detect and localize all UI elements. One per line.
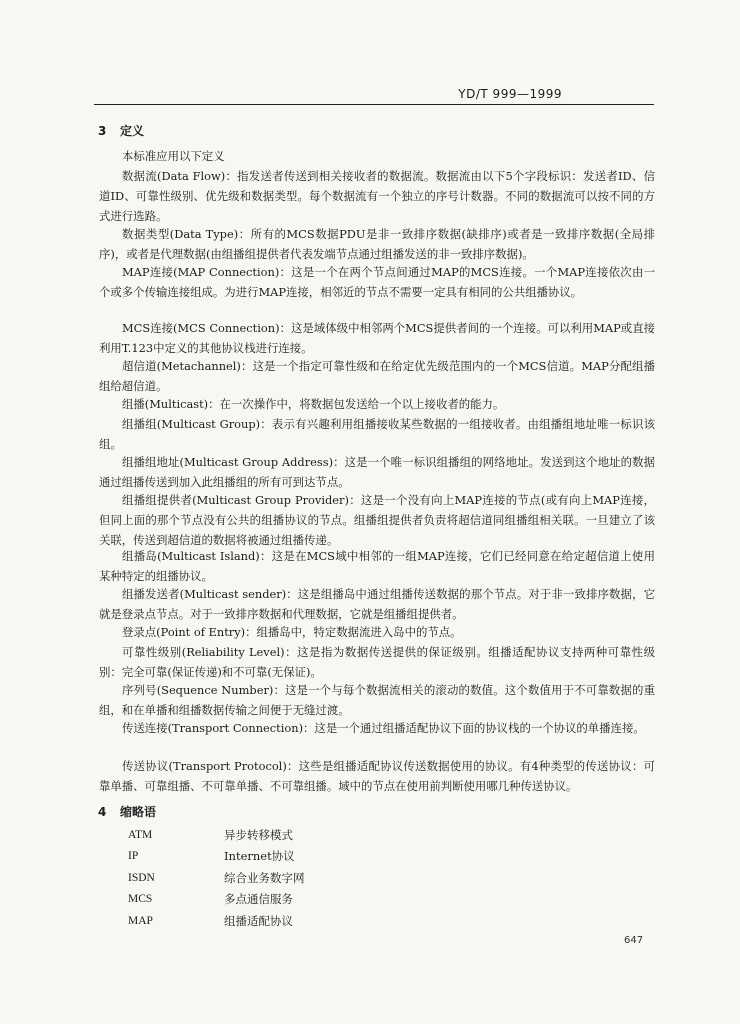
definition-intro: 本标准应用以下定义	[122, 149, 225, 163]
definition-sequence-number: 序列号(Sequence Number)：这是一个与每个数据流相关的滚动的数值。这个数值用于不可靠数据的重组，和在单播和组播数据传输之间便于无缝过渡。	[99, 683, 655, 717]
definition-multicast-group-provider: 组播组提供者(Multicast Group Provider)：这是一个没有向上MAP连接的节点(或有向上MAP连接，但同上面的那个节点没有公共的组播协议的节点。组播组提供者负责将超信道同组播组相关联。一旦建立了该关联，传送到超信道的数据将被通过组播传递。	[99, 493, 655, 547]
section-number: 4	[98, 805, 107, 819]
abbreviation-term: ATM	[128, 828, 153, 841]
page-header	[94, 86, 654, 105]
definition-metachannel: 超信道(Metachannel)：这是一个指定可靠性级和在给定优先级范围内的一个MCS信道。MAP分配组播组给超信道。	[99, 359, 655, 393]
page-number: 647	[624, 935, 644, 946]
abbreviation-meaning: 多点通信服务	[224, 892, 293, 907]
section-3-heading	[98, 122, 144, 139]
section-4-heading	[98, 803, 156, 820]
abbreviation-term: IP	[128, 850, 139, 863]
abbreviation-meaning: 综合业务数字网	[224, 870, 305, 885]
abbreviation-term: ISDN	[128, 871, 155, 884]
definition-multicast-island: 组播岛(Multicast Island)：这是在MCS域中相邻的一组MAP连接，它们已经同意在给定超信道上使用某种特定的组播协议。	[99, 549, 655, 583]
abbreviation-term: MAP	[128, 914, 153, 927]
definition-map-connection: MAP连接(MAP Connection)：这是一个在两个节点间通过MAP的MCS连接。一个MAP连接依次由一个或多个传输连接组成。为进行MAP连接，相邻近的节点不需要一定具有相同的公共组播协议。	[99, 265, 655, 299]
definition-multicast-sender: 组播发送者(Multicast sender)：这是组播岛中通过组播传送数据的那个节点。对于非一致排序数据，它就是登录点节点。对于一致排序数据和代理数据，它就是组播组提供者。	[99, 587, 655, 621]
definition-multicast: 组播(Multicast)：在一次操作中，将数据包发送给一个以上接收者的能力。	[122, 397, 505, 411]
definition-multicast-group: 组播组(Multicast Group)：表示有兴趣利用组播接收某些数据的一组接收者。由组播组地址唯一标识该组。	[99, 417, 655, 451]
definition-transport-protocol: 传送协议(Transport Protocol)：这些是组播适配协议传送数据使用的协议。有4种类型的传送协议：可靠单播、可靠组播、不可靠单播、不可靠组播。域中的节点在使用前判断使用哪几种传送协议。	[99, 759, 655, 793]
definition-mcs-connection: MCS连接(MCS Connection)：这是域体级中相邻两个MCS提供者间的一个连接。可以利用MAP或直接利用T.123中定义的其他协议栈进行连接。	[99, 321, 655, 355]
table-row	[128, 910, 305, 932]
table-row	[128, 824, 305, 846]
section-title: 定义	[120, 124, 145, 138]
abbreviation-term: MCS	[128, 893, 153, 906]
abbreviation-meaning: Internet协议	[224, 849, 295, 864]
definition-point-of-entry: 登录点(Point of Entry)：组播岛中，特定数据流进入岛中的节点。	[122, 625, 462, 639]
table-row	[128, 846, 305, 868]
definition-data-type: 数据类型(Data Type)：所有的MCS数据PDU是非一致排序数据(缺排序)或者是一致排序数据(全局排序)，或者是代理数据(由组播组提供者代表发端节点通过组播发送的非一致排序数据)。	[99, 227, 655, 261]
abbreviation-meaning: 异步转移模式	[224, 827, 293, 842]
definition-reliability-level: 可靠性级别(Reliability Level)：这是指为数据传送提供的保证级别。组播适配协议支持两种可靠性级别：完全可靠(保证传递)和不可靠(无保证)。	[99, 645, 655, 679]
table-row	[128, 889, 305, 911]
definition-transport-connection: 传送连接(Transport Connection)：这是一个通过组播适配协议下面的协议栈的一个协议的单播连接。	[122, 721, 645, 735]
abbreviation-meaning: 组播适配协议	[224, 913, 293, 928]
section-title: 缩略语	[120, 805, 157, 819]
table-row	[128, 867, 305, 889]
section-number: 3	[98, 124, 107, 138]
standard-code: YD/T 999—1999	[458, 87, 562, 101]
abbreviation-table	[128, 824, 305, 932]
definition-multicast-group-address: 组播组地址(Multicast Group Address)：这是一个唯一标识组播组的网络地址。发送到这个地址的数据通过组播传送到加入此组播组的所有可到达节点。	[99, 455, 655, 489]
definition-data-flow: 数据流(Data Flow)：指发送者传送到相关接收者的数据流。数据流由以下5个字段标识：发送者ID、信道ID、可靠性级别、优先级和数据类型。每个数据流有一个独立的序号计数器。不同的数据流可以按不同的方式进行选路。	[99, 169, 655, 223]
